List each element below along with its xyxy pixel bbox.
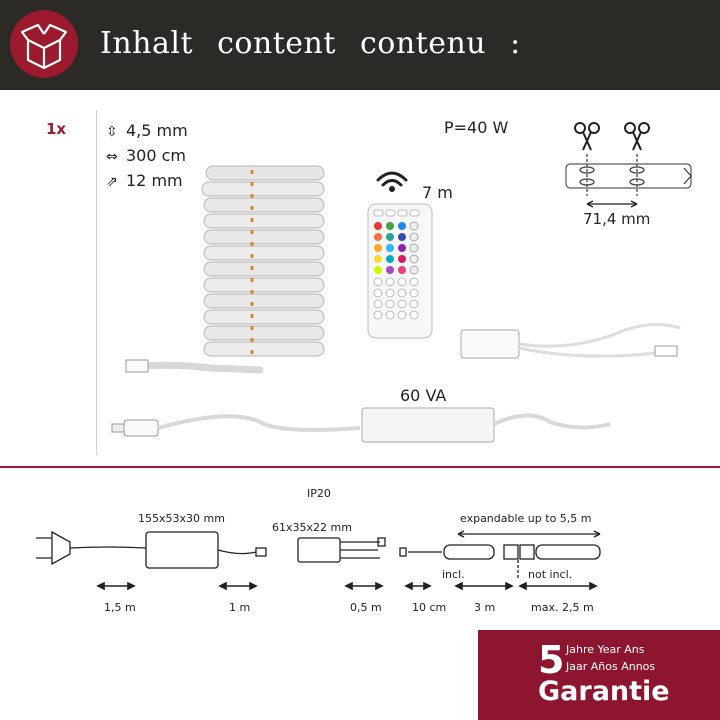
scissors-icon [575, 123, 649, 150]
diagonal-arrow-icon: ⇗ [106, 174, 118, 190]
remote-control-image [366, 202, 436, 342]
controller-dims-label: 61x35x22 mm [272, 521, 352, 534]
cut-interval-label: 71,4 mm [583, 210, 651, 228]
page-title: Inhalt content contenu : [100, 26, 521, 61]
cable-length-4: 10 cm [412, 601, 447, 614]
led-strip-coil [126, 166, 324, 372]
horizontal-arrow-icon: ⇔ [106, 149, 118, 165]
cable-length-2: 1 m [229, 601, 251, 614]
cut-diagram [560, 118, 710, 213]
wifi-signal-icon [372, 162, 412, 194]
warranty-years-text-1: Jahre Year Ans [566, 643, 645, 656]
controller-image [455, 318, 690, 366]
cable-length-3: 0,5 m [350, 601, 382, 614]
expandable-label: expandable up to 5,5 m [460, 512, 592, 525]
warranty-years-text-2: Jaar Años Annos [566, 660, 656, 673]
strip-included-length: 3 m [474, 601, 496, 614]
ip-rating-label: IP20 [307, 487, 331, 500]
transformer-image [110, 398, 620, 450]
transformer-label: 60 VA [400, 386, 447, 405]
open-box-icon [10, 10, 78, 78]
not-included-label: not incl. [528, 568, 573, 581]
header-bar [0, 0, 720, 90]
height-dimension: ⇳ 4,5 mm [106, 121, 188, 140]
vertical-arrow-icon: ⇳ [106, 124, 118, 140]
included-label: incl. [442, 568, 465, 581]
power-label: P=40 W [444, 118, 509, 137]
section-divider [0, 466, 720, 468]
strip-max-length: max. 2,5 m [531, 601, 594, 614]
quantity-label: 1x [46, 120, 67, 138]
vertical-divider [96, 110, 97, 455]
length-dimension: ⇔ 300 cm [106, 146, 187, 165]
warranty-label: Garantie [538, 676, 670, 707]
cable-length-1: 1,5 m [104, 601, 136, 614]
led-strip-coil-image [120, 158, 340, 383]
warranty-years: 5 [538, 638, 565, 682]
width-dimension: ⇗ 12 mm [106, 171, 183, 190]
transformer-dims-label: 155x53x30 mm [138, 512, 225, 525]
remote-range-label: 7 m [422, 183, 453, 202]
